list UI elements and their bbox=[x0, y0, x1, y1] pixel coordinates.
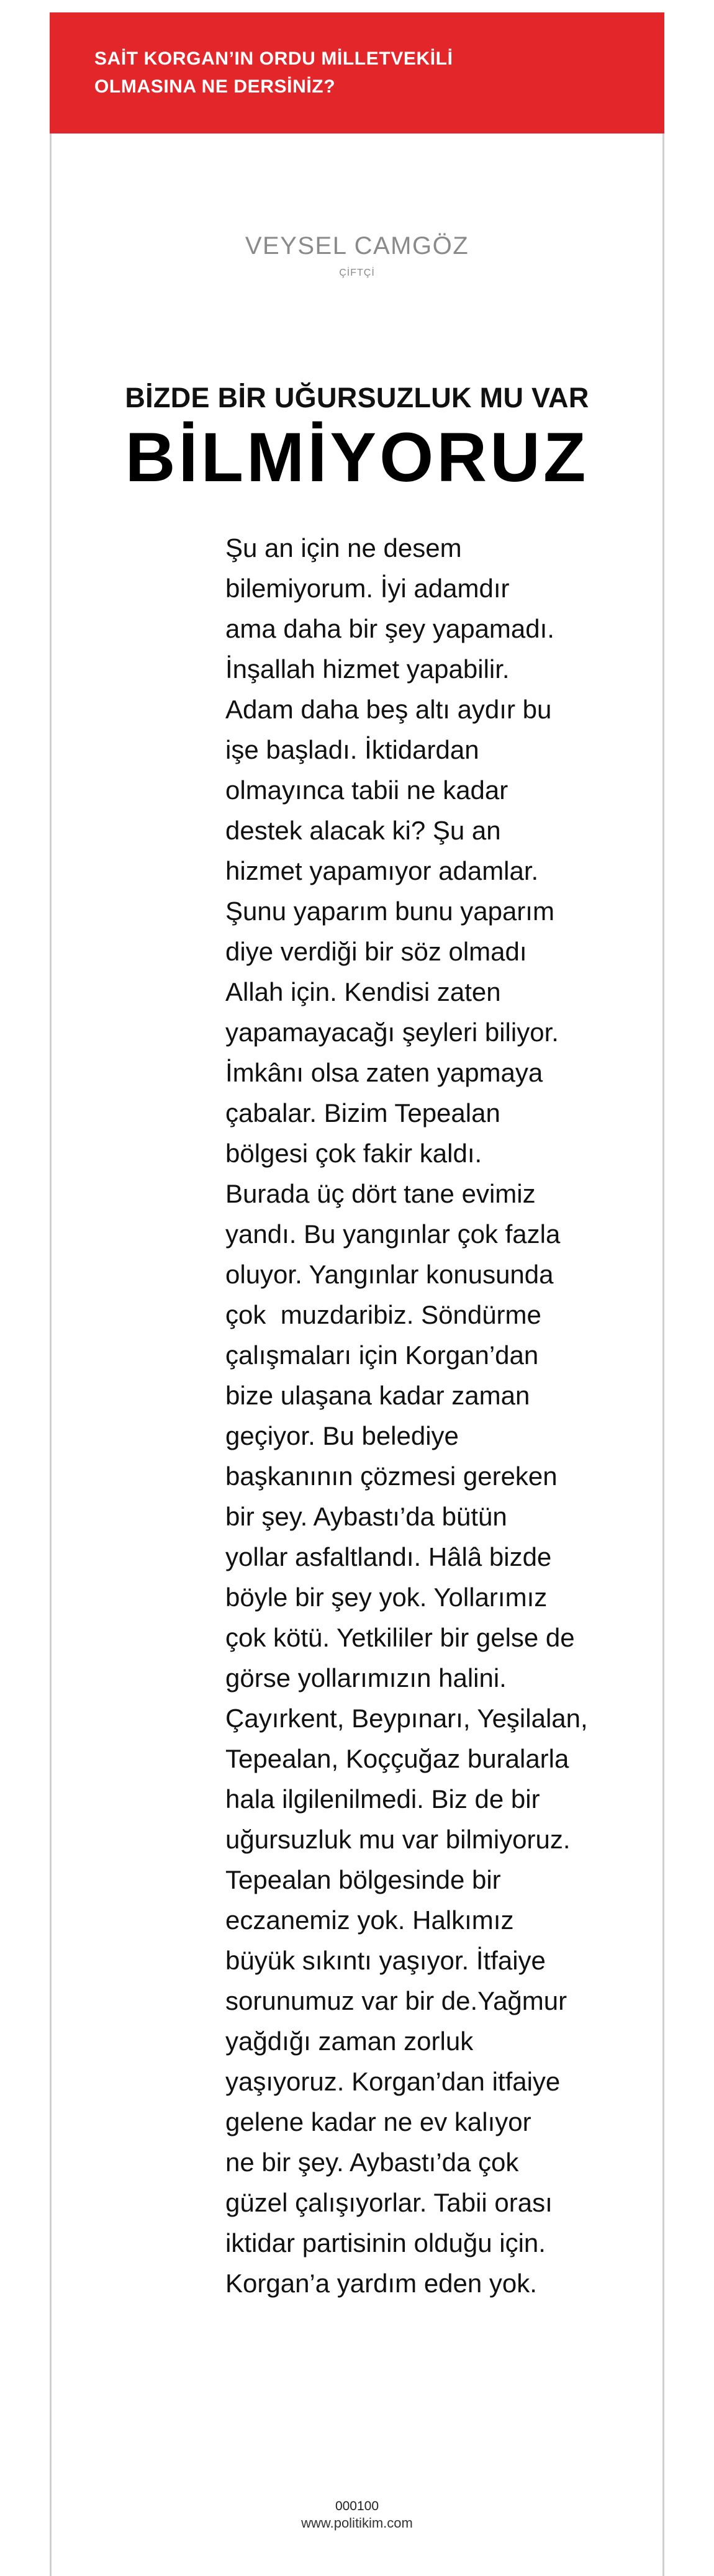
body-line: Tepealan, Koççuğaz buralarla bbox=[225, 1744, 569, 1773]
body-line: yapamayacağı şeyleri biliyor. bbox=[225, 1018, 559, 1047]
body-line: çok kötü. Yetkililer bir gelse de bbox=[225, 1623, 575, 1652]
banner-title: SAİT KORGAN’IN ORDU MİLLETVEKİLİ OLMASINA NE DERSİNİZ? bbox=[94, 48, 453, 97]
body-line: büyük sıkıntı yaşıyor. İtfaiye bbox=[225, 1946, 546, 1975]
question-banner bbox=[50, 12, 664, 133]
body-line: Allah için. Kendisi zaten bbox=[225, 977, 501, 1006]
footer-website-link[interactable]: www.politikim.com bbox=[301, 2515, 413, 2531]
body-line: yollar asfaltlandı. Hâlâ bizde bbox=[225, 1542, 552, 1571]
body-line: İmkânı olsa zaten yapmaya bbox=[225, 1058, 543, 1087]
body-line: böyle bir şey yok. Yollarımız bbox=[225, 1583, 548, 1612]
author-role: ÇİFTÇİ bbox=[339, 268, 375, 278]
body-line: Burada üç dört tane evimiz bbox=[225, 1179, 536, 1208]
body-line: çabalar. Bizim Tepealan bbox=[225, 1098, 500, 1128]
author-name: VEYSEL CAMGÖZ bbox=[245, 232, 469, 260]
body-line: yaşıyoruz. Korgan’dan itfaiye bbox=[225, 2067, 561, 2096]
body-line: İnşallah hizmet yapabilir. bbox=[225, 654, 510, 684]
body-line: işe başladı. İktidardan bbox=[225, 735, 479, 764]
headline-kicker: BİZDE BİR UĞURSUZLUK MU VAR bbox=[125, 382, 589, 414]
footer-page-code: 000100 bbox=[335, 2499, 379, 2513]
body-line: Çayırkent, Beypınarı, Yeşilalan, bbox=[225, 1704, 588, 1733]
body-line: Tepealan bölgesinde bir bbox=[225, 1865, 501, 1894]
body-line: oluyor. Yangınlar konusunda bbox=[225, 1260, 554, 1289]
body-line: başkanının çözmesi gereken bbox=[225, 1462, 558, 1491]
body-line: çalışmaları için Korgan’dan bbox=[225, 1340, 539, 1370]
body-line: olmayınca tabii ne kadar bbox=[225, 775, 508, 805]
body-line: gelene kadar ne ev kalıyor bbox=[225, 2107, 531, 2136]
body-line: bölgesi çok fakir kaldı. bbox=[225, 1139, 482, 1168]
body-line: yandı. Bu yangınlar çok fazla bbox=[225, 1219, 561, 1249]
body-line: uğursuzluk mu var bilmiyoruz. bbox=[225, 1825, 571, 1854]
body-line: ne bir şey. Aybastı’da çok bbox=[225, 2148, 519, 2177]
body-line: bilemiyorum. İyi adamdır bbox=[225, 574, 510, 603]
article-body bbox=[225, 528, 610, 2303]
body-line: diye verdiği bir söz olmadı bbox=[225, 937, 527, 966]
body-line: destek alacak ki? Şu an bbox=[225, 816, 501, 845]
body-line: geçiyor. Bu belediye bbox=[225, 1421, 459, 1450]
body-line: görse yollarımızın halini. bbox=[225, 1663, 507, 1692]
body-line: çok muzdaribiz. Söndürme bbox=[225, 1300, 541, 1329]
body-line: güzel çalışıyorlar. Tabii orası bbox=[225, 2188, 553, 2217]
body-line: Şu an için ne desem bbox=[225, 533, 462, 563]
body-line: bize ulaşana kadar zaman bbox=[225, 1381, 530, 1410]
body-line: hala ilgilenilmedi. Biz de bir bbox=[225, 1784, 540, 1814]
body-line: yağdığı zaman zorluk bbox=[225, 2027, 474, 2056]
body-line: bir şey. Aybastı’da bütün bbox=[225, 1502, 507, 1531]
body-line: Şunu yaparım bunu yaparım bbox=[225, 897, 554, 926]
body-line: eczanemiz yok. Halkımız bbox=[225, 1905, 514, 1935]
body-line: hizmet yapamıyor adamlar. bbox=[225, 856, 539, 885]
body-line: Adam daha beş altı aydır bu bbox=[225, 695, 552, 724]
body-line: sorunumuz var bir de.Yağmur bbox=[225, 1986, 567, 2015]
body-line: iktidar partisinin olduğu için. bbox=[225, 2228, 546, 2257]
body-line: ama daha bir şey yapamadı. bbox=[225, 614, 554, 643]
body-line: Korgan’a yardım eden yok. bbox=[225, 2269, 537, 2298]
headline-main: BİLMİYORUZ bbox=[125, 418, 589, 496]
